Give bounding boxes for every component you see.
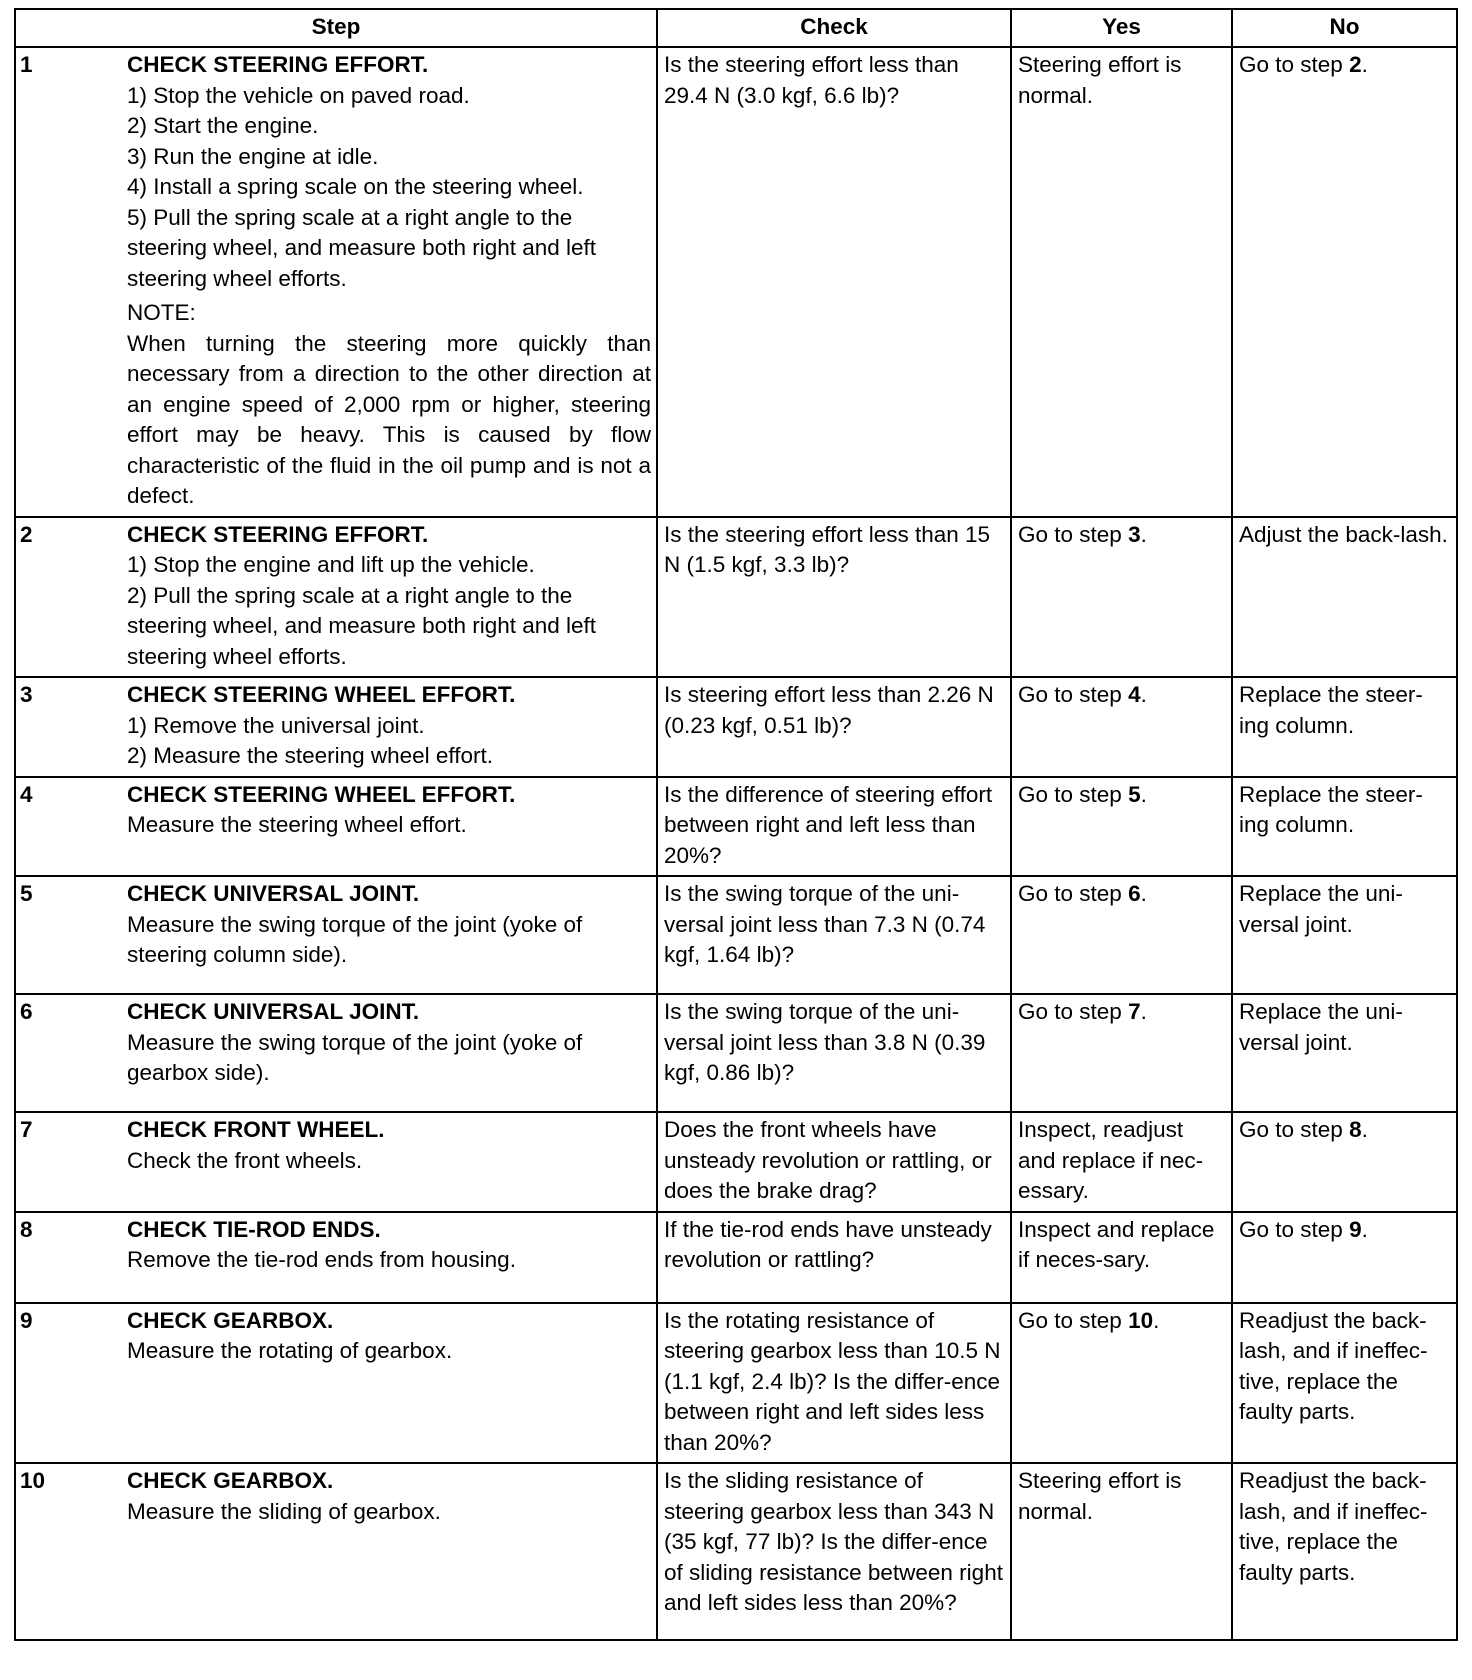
step-cell (127, 1463, 657, 1640)
step-title: CHECK STEERING EFFORT. (127, 52, 429, 77)
no-cell (1232, 1303, 1457, 1464)
step-title: CHECK UNIVERSAL JOINT. (127, 999, 420, 1024)
step-instruction: 3) Run the engine at idle. (127, 143, 379, 169)
step-cell (127, 517, 657, 678)
no-text: Replace the uni-versal joint. (1239, 881, 1403, 937)
table-row (15, 1303, 1457, 1464)
no-cell: Go to step 2. (1232, 47, 1457, 517)
yes-cell (1011, 47, 1232, 517)
check-cell: Does the front wheels have unsteady revolution or rattling, or does the brake drag? (657, 1112, 1011, 1212)
yes-cell: Go to step 5. (1011, 777, 1232, 877)
note-text: When turning the steering more quickly than necessary from a direction to the other direction at an engine speed of 2,000 rpm or higher, steering effort may be heavy. This is caused by flow characteristic of the fluid in the oil pump and is not a defect. (127, 330, 652, 508)
step-instruction: 5) Pull the spring scale at a right angle to the steering wheel, and measure both right and left steering wheel efforts. (127, 204, 597, 291)
yes-cell: Go to step 3. (1011, 517, 1232, 678)
yes-text: Steering effort is normal. (1018, 1468, 1182, 1524)
step-title: CHECK STEERING WHEEL EFFORT. (127, 682, 516, 707)
yes-text: Go to step (1018, 521, 1129, 547)
step-cell (127, 994, 657, 1112)
no-cell: Go to step 8. (1232, 1112, 1457, 1212)
yes-text: Go to step (1018, 999, 1129, 1024)
step-number: 4 (15, 777, 127, 877)
no-cell: Go to step 9. (1232, 1212, 1457, 1303)
step-instruction: 2) Measure the steering wheel effort. (127, 743, 494, 768)
header-check: Check (657, 9, 1011, 47)
yes-text: Go to step (1018, 682, 1129, 707)
step-title: CHECK TIE-ROD ENDS. (127, 1216, 381, 1242)
yes-text: Go to step (1018, 881, 1129, 906)
step-number: 10 (15, 1463, 127, 1640)
header-step: Step (15, 9, 657, 47)
step-cell (127, 1212, 657, 1303)
step-instruction: Measure the rotating of gearbox. (127, 1338, 453, 1363)
check-cell: Is the swing torque of the uni-versal joint less than 7.3 N (0.74 kgf, 1.64 lb)? (657, 876, 1011, 994)
yes-text: Go to step (1018, 781, 1129, 807)
yes-cell: Go to step 10. (1011, 1303, 1232, 1464)
table-row (15, 677, 1457, 777)
yes-step-ref: 6 (1128, 881, 1141, 906)
yes-step-ref: 4 (1128, 682, 1141, 707)
step-number: 3 (15, 677, 127, 777)
step-title: CHECK STEERING WHEEL EFFORT. (127, 781, 516, 807)
step-cell (127, 47, 657, 517)
diagnostic-table (14, 8, 1458, 1641)
step-instruction: Remove the tie-rod ends from housing. (127, 1247, 516, 1272)
step-instruction: Measure the swing torque of the joint (yoke of steering column side). (127, 911, 583, 967)
header-yes: Yes (1011, 9, 1232, 47)
no-text: Go to step (1239, 1117, 1350, 1142)
table-row (15, 517, 1457, 678)
table-row (15, 777, 1457, 877)
step-instruction: Measure the sliding of gearbox. (127, 1498, 441, 1524)
no-cell (1232, 1463, 1457, 1640)
yes-text: Inspect and replace if neces-sary. (1018, 1216, 1215, 1272)
no-step-ref: 9 (1349, 1216, 1362, 1242)
check-cell: Is the difference of steering effort between right and left less than 20%? (657, 777, 1011, 877)
yes-step-ref: 3 (1128, 521, 1141, 547)
no-text: Go to step (1239, 52, 1350, 77)
no-step-ref: 8 (1349, 1117, 1362, 1142)
check-cell: Is the sliding resistance of steering gearbox less than 343 N (35 kgf, 77 lb)? Is the differ-ence of sliding resistance between right and left sides less than 20%? (657, 1463, 1011, 1640)
no-text: Replace the steer-ing column. (1239, 781, 1423, 837)
check-cell: Is steering effort less than 2.26 N (0.23 kgf, 0.51 lb)? (657, 677, 1011, 777)
no-text: Adjust the back-lash. (1239, 521, 1448, 547)
step-instruction: Measure the swing torque of the joint (yoke of gearbox side). (127, 1029, 583, 1085)
step-title: CHECK GEARBOX. (127, 1307, 334, 1333)
table-body (15, 47, 1457, 1640)
yes-cell: Go to step 4. (1011, 677, 1232, 777)
yes-cell (1011, 1212, 1232, 1303)
no-text: Go to step (1239, 1216, 1350, 1242)
no-text: Readjust the back-lash, and if ineffec-tive, replace the faulty parts. (1239, 1468, 1428, 1585)
step-cell (127, 876, 657, 994)
step-number: 1 (15, 47, 127, 517)
step-number: 9 (15, 1303, 127, 1464)
yes-cell: Go to step 7. (1011, 994, 1232, 1112)
no-text: Readjust the back-lash, and if ineffec-tive, replace the faulty parts. (1239, 1307, 1428, 1424)
table-row (15, 1212, 1457, 1303)
table-row (15, 47, 1457, 517)
yes-cell (1011, 1463, 1232, 1640)
step-instruction: 4) Install a spring scale on the steering wheel. (127, 174, 584, 199)
check-cell: If the tie-rod ends have unsteady revolution or rattling? (657, 1212, 1011, 1303)
no-cell (1232, 994, 1457, 1112)
step-number: 6 (15, 994, 127, 1112)
table-row (15, 1112, 1457, 1212)
step-number: 5 (15, 876, 127, 994)
step-instruction: 2) Start the engine. (127, 113, 319, 138)
step-cell (127, 777, 657, 877)
no-text: Replace the steer-ing column. (1239, 682, 1423, 738)
no-cell (1232, 876, 1457, 994)
check-cell: Is the swing torque of the uni-versal joint less than 3.8 N (0.39 kgf, 0.86 lb)? (657, 994, 1011, 1112)
yes-cell (1011, 1112, 1232, 1212)
table-row (15, 876, 1457, 994)
step-cell (127, 677, 657, 777)
no-step-ref: 2 (1349, 52, 1362, 77)
no-cell (1232, 517, 1457, 678)
yes-step-ref: 10 (1128, 1307, 1154, 1333)
step-cell (127, 1303, 657, 1464)
yes-text: Inspect, readjust and replace if nec-essary. (1018, 1117, 1204, 1203)
step-number: 8 (15, 1212, 127, 1303)
yes-text: Go to step (1018, 1307, 1129, 1333)
check-cell: Is the rotating resistance of steering gearbox less than 10.5 N (1.1 kgf, 2.4 lb)? Is the differ-ence between right and left sides less than 20%? (657, 1303, 1011, 1464)
check-cell: Is the steering effort less than 15 N (1.5 kgf, 3.3 lb)? (657, 517, 1011, 678)
step-instruction: 1) Remove the universal joint. (127, 712, 425, 738)
no-cell (1232, 677, 1457, 777)
step-number: 2 (15, 517, 127, 678)
step-instruction: Check the front wheels. (127, 1147, 363, 1173)
step-instruction: 2) Pull the spring scale at a right angle to the steering wheel, and measure both right and left steering wheel efforts. (127, 582, 597, 669)
table-row (15, 1463, 1457, 1640)
step-instruction: 1) Stop the engine and lift up the vehicle. (127, 552, 535, 577)
step-instruction: 1) Stop the vehicle on paved road. (127, 82, 470, 108)
yes-text: Steering effort is normal. (1018, 52, 1182, 108)
step-instruction: Measure the steering wheel effort. (127, 812, 467, 837)
header-no: No (1232, 9, 1457, 47)
step-title: CHECK UNIVERSAL JOINT. (127, 881, 420, 906)
step-number: 7 (15, 1112, 127, 1212)
yes-step-ref: 5 (1128, 781, 1141, 807)
table-header-row (15, 9, 1457, 47)
table-row (15, 994, 1457, 1112)
step-title: CHECK GEARBOX. (127, 1468, 334, 1493)
no-text: Replace the uni-versal joint. (1239, 999, 1403, 1055)
no-cell (1232, 777, 1457, 877)
yes-step-ref: 7 (1128, 999, 1141, 1024)
note-label: NOTE: (127, 300, 196, 325)
step-title: CHECK STEERING EFFORT. (127, 521, 429, 547)
step-title: CHECK FRONT WHEEL. (127, 1117, 385, 1142)
troubleshooting-document (14, 8, 1456, 1641)
yes-cell: Go to step 6. (1011, 876, 1232, 994)
check-cell: Is the steering effort less than 29.4 N (3.0 kgf, 6.6 lb)? (657, 47, 1011, 517)
step-cell (127, 1112, 657, 1212)
